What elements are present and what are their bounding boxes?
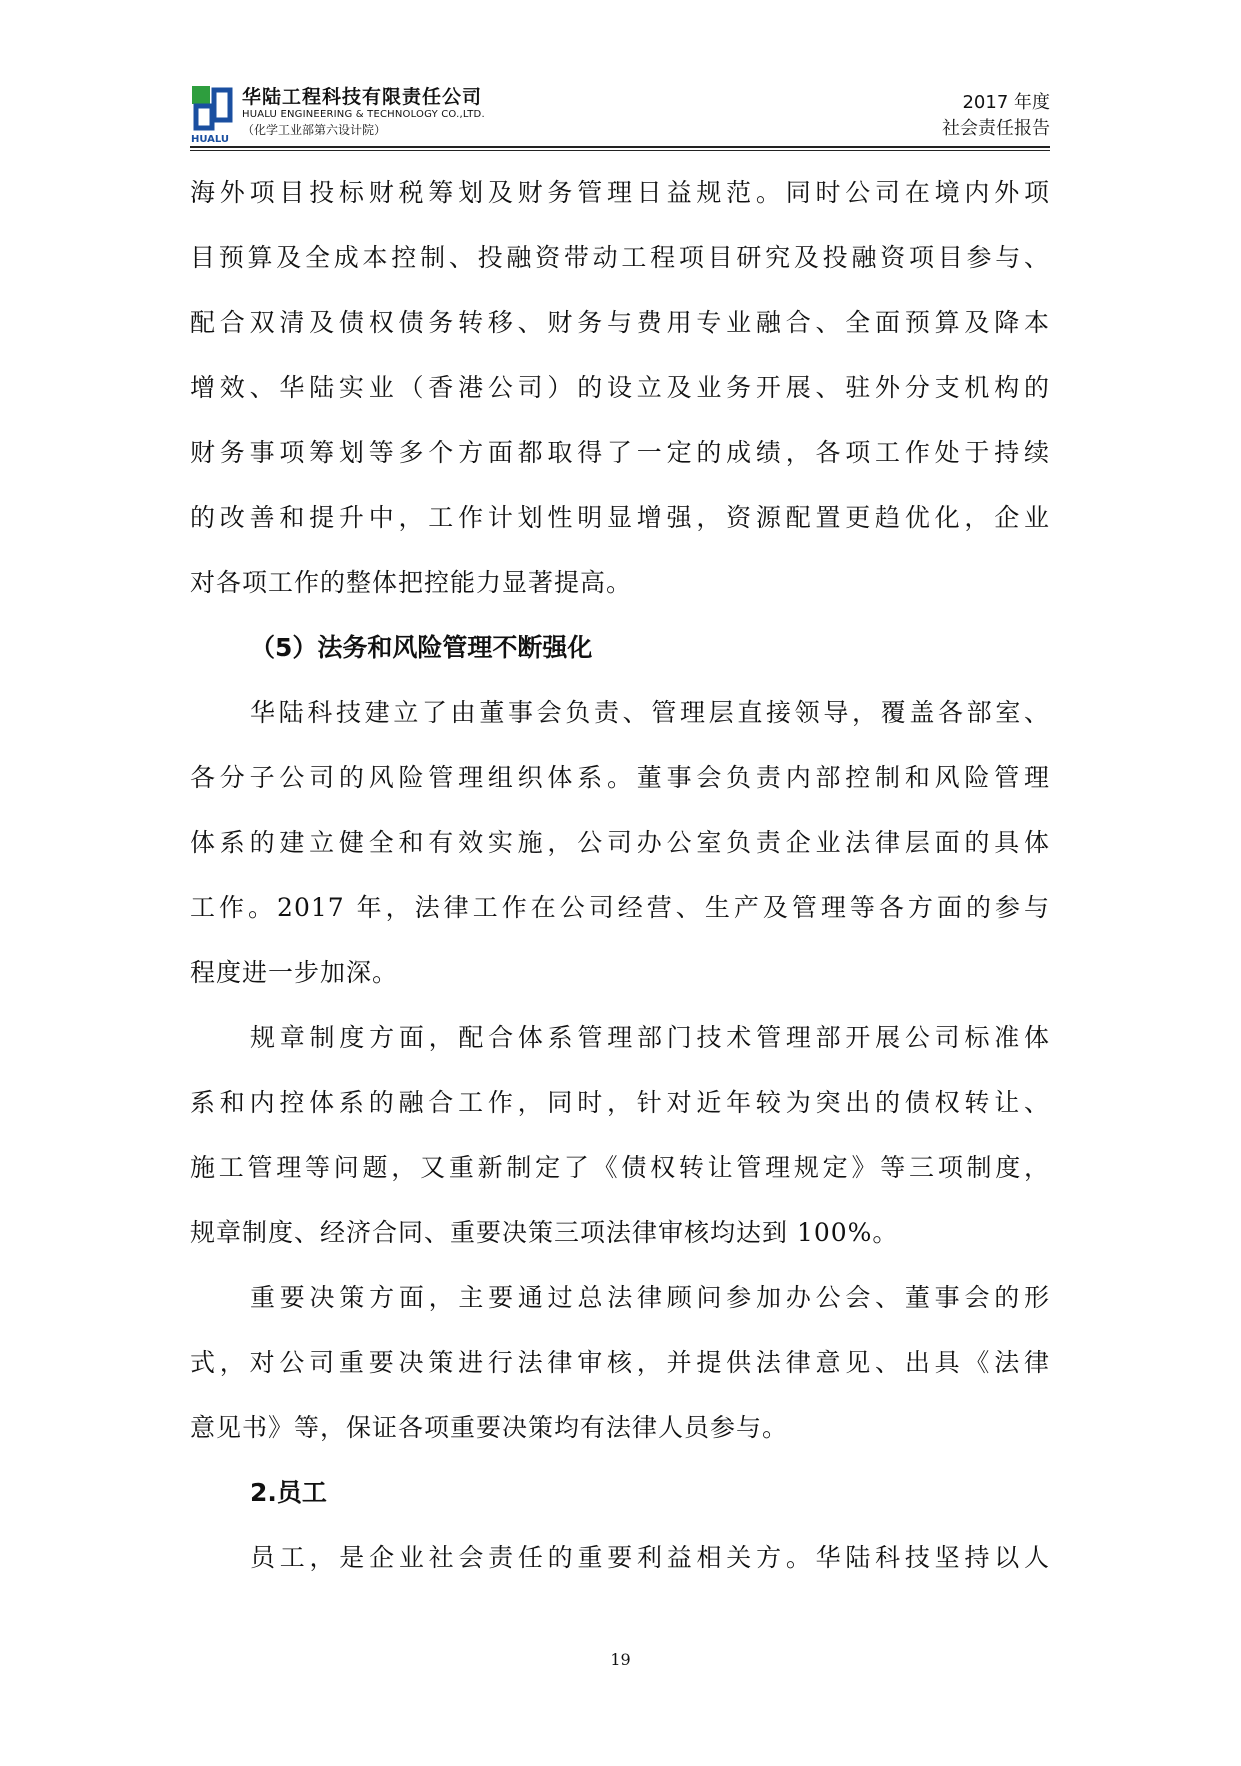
text-line: 财务事项筹划等多个方面都取得了一定的成绩，各项工作处于持续 <box>190 438 1050 467</box>
header-rule-thick <box>190 146 1050 148</box>
company-name-cn: 华陆工程科技有限责任公司 <box>242 86 483 108</box>
text-line: 施工管理等问题，又重新制定了《债权转让管理规定》等三项制度， <box>190 1153 1050 1182</box>
text-line: 增效、华陆实业（香港公司）的设立及业务开展、驻外分支机构的 <box>190 373 1050 402</box>
paragraph-risk-system <box>190 680 1050 1005</box>
text-line: 程度进一步加深。 <box>190 958 399 987</box>
report-info <box>942 90 1050 142</box>
section-heading-employees: 2.员工 <box>250 1478 327 1507</box>
report-year: 2017 年度 <box>962 92 1050 113</box>
text-line: 各分子公司的风险管理组织体系。董事会负责内部控制和风险管理 <box>190 763 1050 792</box>
text-line: 员工，是企业社会责任的重要利益相关方。华陆科技坚持以人 <box>250 1543 1050 1572</box>
text-line: 海外项目投标财税筹划及财务管理日益规范。同时公司在境内外项 <box>190 178 1050 207</box>
page-body <box>190 160 1050 1590</box>
paragraph-regulations <box>190 1005 1050 1265</box>
paragraph-employees <box>190 1525 1050 1590</box>
section-heading-legal-risk: （5）法务和风险管理不断强化 <box>250 633 593 662</box>
text-line: 工作。2017 年，法律工作在公司经营、生产及管理等各方面的参与 <box>190 893 1050 922</box>
text-line: 华陆科技建立了由董事会负责、管理层直接领导，覆盖各部室、 <box>250 698 1050 727</box>
text-line: 重要决策方面，主要通过总法律顾问参加办公会、董事会的形 <box>250 1283 1050 1312</box>
paragraph-finance <box>190 160 1050 615</box>
text-line: 意见书》等，保证各项重要决策均有法律人员参与。 <box>190 1413 789 1442</box>
text-line: 规章制度方面，配合体系管理部门技术管理部开展公司标准体 <box>250 1023 1050 1052</box>
page-header <box>190 84 1050 146</box>
report-title: 社会责任报告 <box>942 118 1050 139</box>
page-number: 19 <box>610 1650 631 1669</box>
text-line: 配合双清及债权债务转移、财务与费用专业融合、全面预算及降本 <box>190 308 1050 337</box>
company-subtitle: （化学工业部第六设计院） <box>242 123 387 137</box>
text-line: 体系的建立健全和有效实施，公司办公室负责企业法律层面的具体 <box>190 828 1050 857</box>
text-line: 式，对公司重要决策进行法律审核，并提供法律意见、出具《法律 <box>190 1348 1050 1377</box>
logo-text: HUALU <box>191 134 230 144</box>
text-line: 系和内控体系的融合工作，同时，针对近年较为突出的债权转让、 <box>190 1088 1050 1117</box>
company-block <box>242 86 485 138</box>
paragraph-decisions <box>190 1265 1050 1460</box>
header-rule-thin <box>190 150 1050 151</box>
text-line: 对各项工作的整体把控能力显著提高。 <box>190 568 633 597</box>
hualu-logo-icon <box>190 84 236 144</box>
company-name-en: HUALU ENGINEERING & TECHNOLOGY CO.,LTD. <box>242 109 485 120</box>
text-line: 目预算及全成本控制、投融资带动工程项目研究及投融资项目参与、 <box>190 243 1050 272</box>
text-line: 的改善和提升中，工作计划性明显增强，资源配置更趋优化，企业 <box>190 503 1050 532</box>
text-line: 规章制度、经济合同、重要决策三项法律审核均达到 100%。 <box>190 1218 899 1247</box>
